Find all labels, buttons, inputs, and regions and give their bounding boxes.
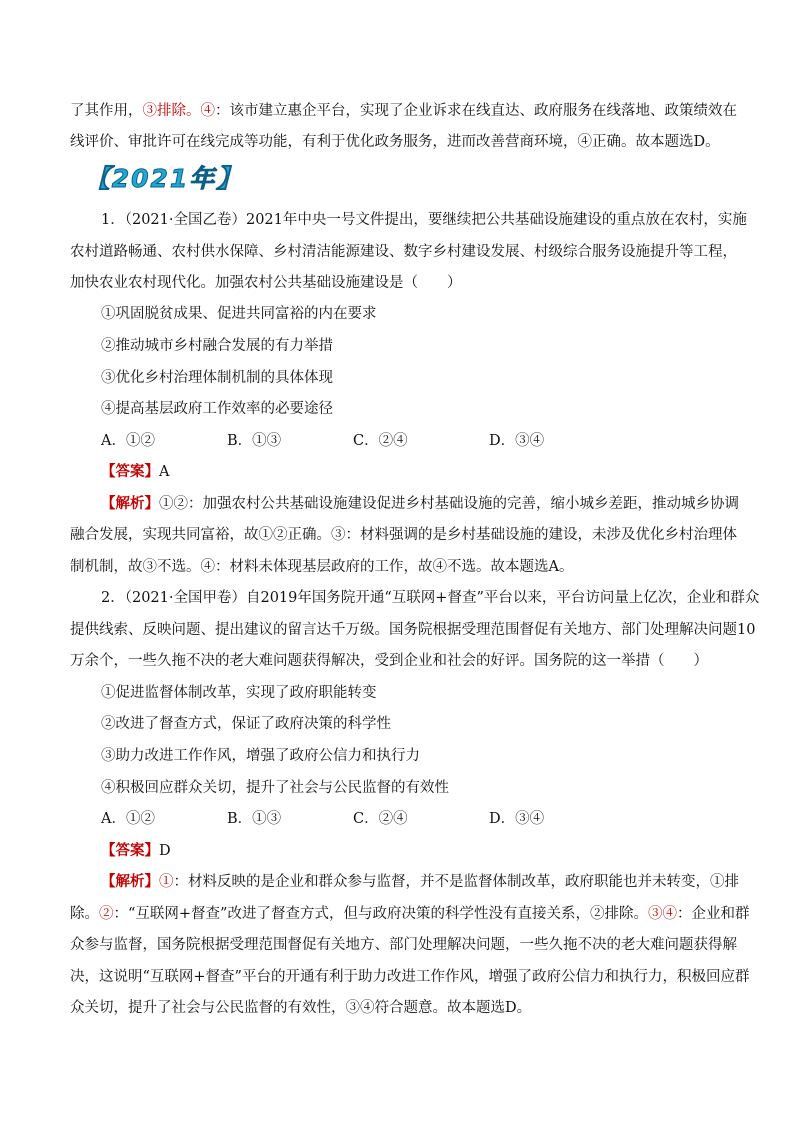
- year-banner: [68, 163, 260, 195]
- analysis-mark: ③④: [647, 906, 677, 922]
- q2-option-c: C．②④: [353, 811, 408, 827]
- q2-item: ③助力改进工作作风，增强了政府公信力和执行力: [101, 748, 420, 764]
- q2-stem-line: 2．（2021·全国甲卷）自2019年国务院开通“互联网+督查”平台以来，平台访问量上亿次，企业和群众: [101, 590, 760, 606]
- q1-answer: [101, 462, 761, 482]
- q1-option-d: D．③④: [489, 433, 545, 449]
- q1-option-a: A．①②: [101, 433, 155, 449]
- intro-mark: ③排除。④: [142, 103, 215, 119]
- answer-label: 【答案】: [101, 842, 159, 859]
- q1-analysis-line: [101, 494, 761, 514]
- analysis-text: 除。: [70, 906, 99, 922]
- q2-analysis-line: [101, 872, 761, 892]
- q1-item: ②推动城市乡村融合发展的有力举措: [101, 338, 333, 354]
- q1-item: ③优化乡村治理体制机制的具体体现: [101, 370, 333, 386]
- q1-stem-line: 1．（2021·全国乙卷）2021年中央一号文件提出，要继续把公共基础设施建设的重点放在农村，实施: [101, 212, 747, 228]
- q2-item: ①促进监督体制改革，实现了政府职能转变: [101, 685, 377, 701]
- q2-analysis-line: 决，这说明“互联网+督查”平台的开通有利于助力改进工作作风，增强了政府公信力和执行力，积极回应群: [70, 969, 750, 985]
- intro-text: ：该市建立惠企平台，实现了企业诉求在线直达、政府服务在线落地、政策绩效在: [215, 103, 737, 119]
- q1-options: [101, 431, 761, 451]
- q2-stem-line: 万余个，一些久拖不决的老大难问题获得解决，受到企业和社会的好评。国务院的这一举措（ ）: [70, 653, 708, 669]
- answer-value: A: [159, 464, 170, 480]
- q2-options: [101, 809, 761, 829]
- q2-stem-line: 提供线索、反映问题、提出建议的留言达千万级。国务院根据受理范围督促有关地方、部门处理解决问题10: [70, 622, 756, 638]
- analysis-text: ：材料反映的是企业和群众参与监督，并不是监督体制改革，政府职能也并未转变，①排: [173, 874, 739, 890]
- analysis-label: 【解析】: [101, 495, 159, 512]
- q2-option-a: A．①②: [101, 811, 155, 827]
- intro-line-2: 线评价、审批许可在线完成等功能，有利于优化政务服务，进而改善营商环境，④正确。故本题选D。: [70, 134, 720, 150]
- answer-label: 【答案】: [101, 463, 159, 480]
- q2-answer: [101, 841, 761, 861]
- q2-analysis-line: 众关切，提升了社会与公民监督的有效性，③④符合题意。故本题选D。: [70, 1000, 532, 1016]
- q1-stem-line: 农村道路畅通、农村供水保障、乡村清洁能源建设、数字乡村建设发展、村级综合服务设施提升等工程，: [70, 244, 737, 260]
- q1-option-b: B．①③: [227, 433, 282, 449]
- analysis-text: ①②：加强农村公共基础设施建设促进乡村基础设施的完善，缩小城乡差距，推动城乡协调: [159, 496, 739, 512]
- q2-analysis-line: [70, 904, 750, 924]
- q1-option-c: C．②④: [353, 433, 408, 449]
- q2-item: ②改进了督查方式，保证了政府决策的科学性: [101, 716, 391, 732]
- q1-item: ④提高基层政府工作效率的必要途径: [101, 401, 333, 417]
- q1-analysis-line: 制机制，故③不选。④：材料未体现基层政府的工作，故④不选。故本题选A。: [70, 559, 574, 575]
- intro-line-1: [70, 101, 737, 121]
- q2-option-d: D．③④: [489, 811, 545, 827]
- q2-analysis-line: 众参与监督，国务院根据受理范围督促有关地方、部门处理解决问题，一些久拖不决的老大难问题获得解: [70, 937, 737, 953]
- year-banner-text: 【2021年】: [84, 164, 244, 193]
- analysis-text: ：企业和群: [676, 906, 750, 922]
- answer-value: D: [159, 843, 171, 859]
- analysis-label: 【解析】: [101, 873, 159, 890]
- q1-analysis-line: 融合发展，实现共同富裕，故①②正确。③：材料强调的是乡村基础设施的建设，未涉及优化乡村治理体: [70, 527, 737, 543]
- q2-option-b: B．①③: [227, 811, 282, 827]
- q1-stem-line: 加快农业农村现代化。加强农村公共基础设施建设是（ ）: [70, 275, 462, 291]
- analysis-mark: ①: [159, 874, 174, 890]
- q2-item: ④积极回应群众关切，提升了社会与公民监督的有效性: [101, 780, 449, 796]
- q1-item: ①巩固脱贫成果、促进共同富裕的内在要求: [101, 306, 377, 322]
- analysis-mark: ②: [99, 906, 114, 922]
- intro-text: 了其作用，: [70, 103, 143, 119]
- analysis-text: ：“互联网+督查”改进了督查方式，但与政府决策的科学性没有直接关系，②排除。: [113, 906, 648, 922]
